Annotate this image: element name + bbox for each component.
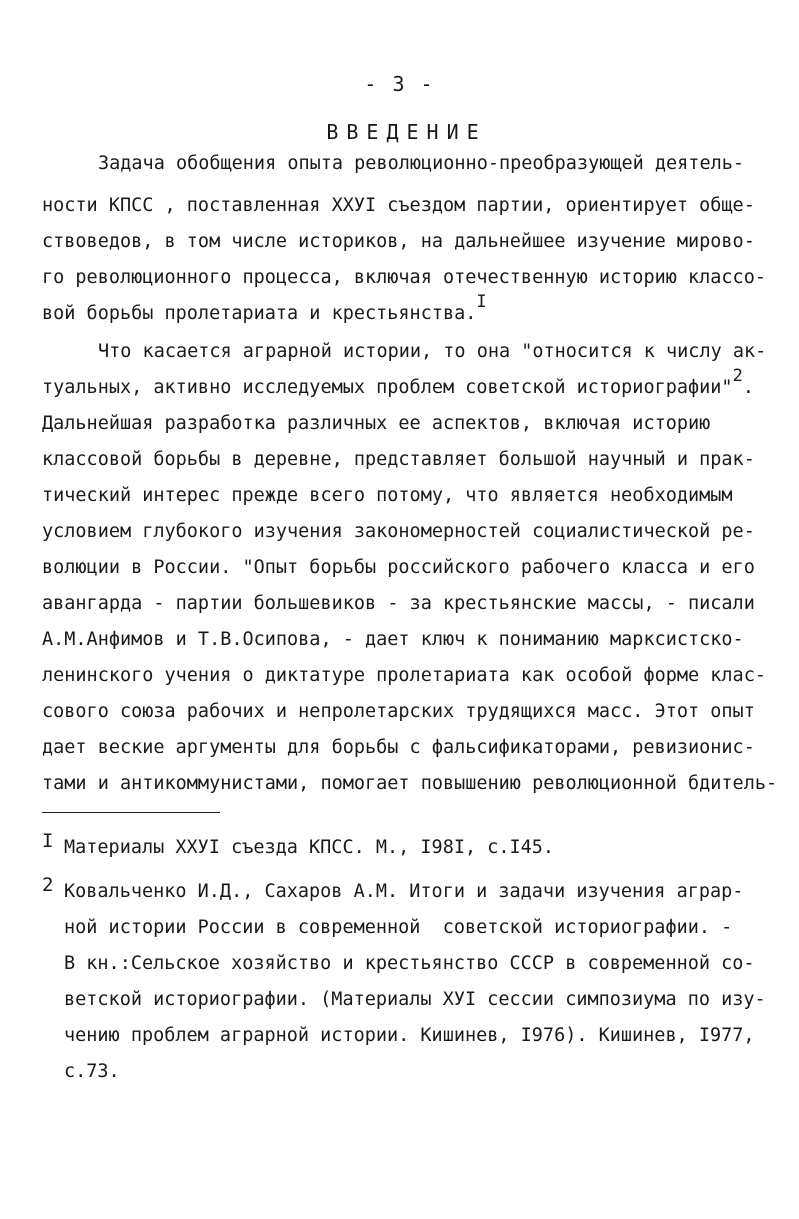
paragraph2-line-2 (42, 366, 754, 402)
footnote-ref-2: 2 (732, 366, 743, 386)
paragraph2-line-11: сового союза рабочих и непролетарских трудящихся масс. Этот опыт (42, 701, 755, 722)
page-number: - 3 - (364, 72, 435, 96)
footnote-2-line-5: чению проблем аграрной истории. Кишинев, I976). Кишинев, I977, (64, 1025, 755, 1046)
paragraph2-line-10: ленинского учения о диктатуре пролетариата как особой форме клас- (42, 665, 766, 686)
paragraph2-line-3: Дальнейшая разработка различных ее аспектов, включая историю (42, 413, 711, 434)
paragraph2-line-6: условием глубокого изучения закономерностей социалистической ре- (42, 521, 755, 542)
footnote-2-line-2: ной истории России в современной советской историографии. - (64, 917, 733, 938)
paragraph1-line-2: ности КПСС , поставленная ХХУI съездом партии, ориентирует обще- (42, 195, 755, 216)
footnote-2-line-4: ветской историографии. (Материалы ХУI сессии симпозиума по изу- (64, 989, 766, 1010)
footnote-ref-1: I (476, 292, 487, 312)
paragraph2-line-2-text: туальных, активно исследуемых проблем советской историографии" (42, 377, 733, 398)
paragraph1-line-3: ствоведов, в том числе историков, на дальнейшее изучение мирово- (42, 231, 755, 252)
paragraph1-line-5 (42, 292, 487, 328)
footnote-separator (42, 812, 220, 813)
paragraph1-line-4: го революционного процесса, включая отечественную историю классо- (42, 267, 766, 288)
paragraph2-line-12: дает веские аргументы для борьбы с фальсификаторами, ревизионис- (42, 737, 755, 758)
footnote-2-line-1: Ковальченко И.Д., Сахаров А.М. Итоги и задачи изучения аграр- (64, 881, 744, 902)
paragraph2-line-13: тами и антикоммунистами, помогает повышению революционной бдитель- (42, 773, 778, 794)
footnote-1-mark: I (42, 830, 54, 852)
footnote-2-line-6: с.73. (64, 1061, 120, 1082)
paragraph2-line-5: тический интерес прежде всего потому, что является необходимым (42, 485, 733, 506)
paragraph2-line-1: Что касается аграрной истории, то она "относится к числу ак- (98, 341, 767, 362)
paragraph2-line-2-period: . (742, 377, 754, 398)
footnote-2-line-3: В кн.:Сельское хозяйство и крестьянство СССР в современной со- (64, 953, 755, 974)
paragraph2-line-9: А.М.Анфимов и Т.В.Осипова, - дает ключ к пониманию марксистско- (42, 629, 744, 650)
paragraph2-line-8: авангарда - партии большевиков - за крестьянские массы, - писали (42, 593, 755, 614)
paragraph1-line-1: Задача обобщения опыта революционно-преобразующей деятель- (98, 153, 745, 174)
footnote-2-mark: 2 (42, 874, 54, 896)
paragraph1-line-5-text: вой борьбы пролетариата и крестьянства. (42, 303, 477, 324)
paragraph2-line-7: волюции в России. "Опыт борьбы российского рабочего класса и его (42, 557, 755, 578)
footnote-1-line-1: Материалы ХХУI съезда КПСС. М., I98I, с.I45. (64, 837, 555, 858)
section-heading: ВВЕДЕНИЕ (326, 120, 487, 144)
paragraph2-line-4: классовой борьбы в деревне, представляет большой научный и прак- (42, 449, 755, 470)
